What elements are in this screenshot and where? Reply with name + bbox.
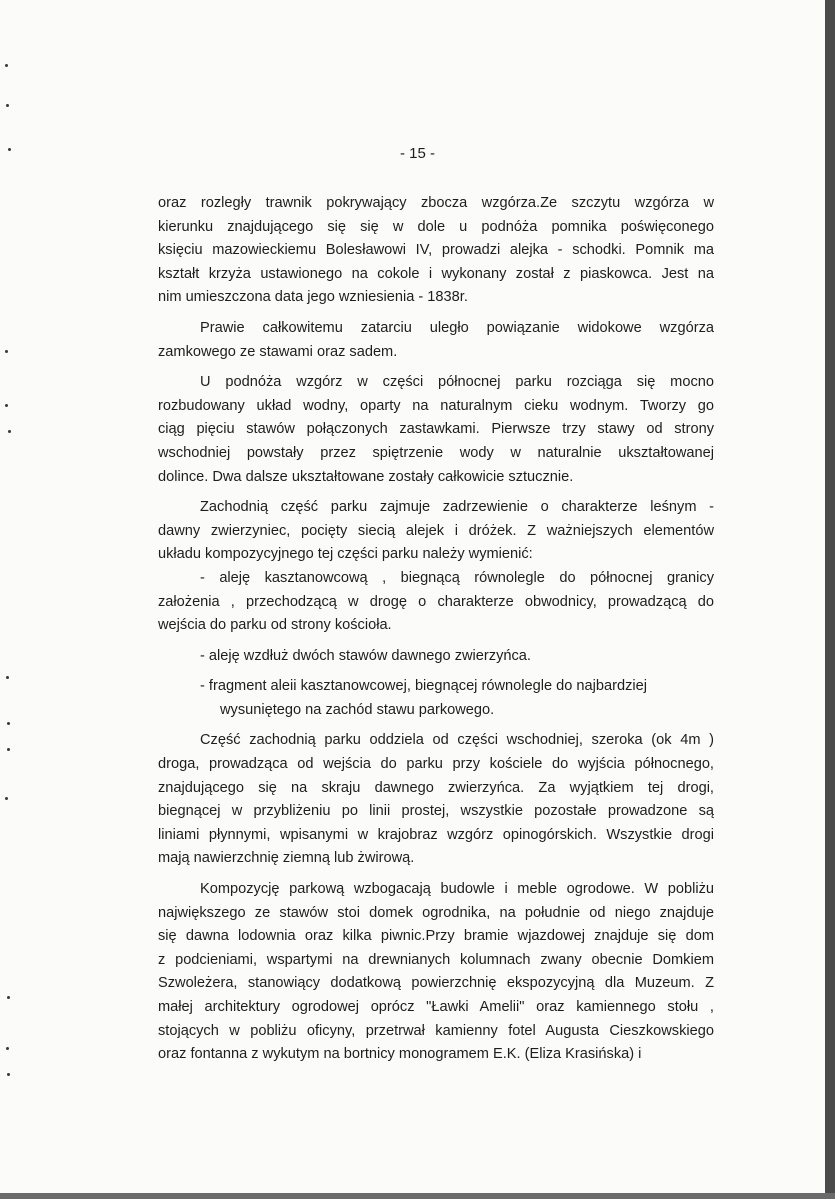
- text-line: zamkowego ze stawami oraz sadem.: [158, 343, 398, 360]
- scan-speck: [8, 430, 11, 433]
- scan-speck: [6, 1047, 9, 1050]
- text-line: stojących w pobliżu oficyny, przetrwał kamienny fotel Augusta Cieszkowskiego: [158, 1022, 714, 1039]
- text-line: ciąg pięciu stawów połączonych zastawkami. Pierwsze trzy stawy od strony: [158, 421, 714, 438]
- text-line: największego ze stawów stoi domek ogrodnika, na południe od niego znajduje: [158, 904, 714, 921]
- text-line: kształt krzyża ustawionego na cokole i wykonany został z piaskowca. Jest na: [158, 265, 714, 282]
- text-line: małej architektury ogrodowej oprócz "Ławki Amelii" oraz kamiennego stołu ,: [158, 999, 714, 1015]
- scan-speck: [5, 64, 8, 67]
- text-line: księciu mazowieckiemu Bolesławowi IV, prowadzi alejka - schodki. Pomnik ma: [158, 242, 714, 259]
- text-line: z podcieniami, wspartymi na drewnianych kolumnach zwany obecnie Domkiem: [158, 951, 714, 968]
- text-line: się dawna lodownia oraz kilka piwnic.Przy bramie wjazdowej znajduje się dom: [158, 928, 714, 945]
- scan-speck: [6, 104, 9, 107]
- list-item: - aleję wzdłuż dwóch stawów dawnego zwierzyńca.: [200, 647, 531, 664]
- scan-speck: [7, 1073, 10, 1076]
- text-line: droga, prowadząca od wejścia do parku przy kościele do wyjścia północnego,: [158, 756, 714, 773]
- text-line: wysuniętego na zachód stawu parkowego.: [220, 701, 495, 718]
- text-line: oraz rozległy trawnik pokrywający zbocza wzgórza.Ze szczytu wzgórza w: [158, 195, 714, 211]
- text-line: dolince. Dwa dalsze ukształtowane zostały całkowicie sztucznie.: [158, 468, 574, 485]
- scan-speck: [7, 996, 10, 999]
- page-number: - 15 -: [399, 145, 435, 162]
- text-line: biegnącej w przybliżeniu po linii prostej, wszystkie pozostałe prowadzone są: [158, 803, 714, 820]
- text-line: dawny zwierzyniec, pocięty siecią alejek i dróżek. Z ważniejszych elementów: [158, 522, 714, 539]
- text-line: kierunku znajdującego się się w dole u podnóża pomnika poświęconego: [158, 218, 714, 235]
- text-line: Zachodnią część parku zajmuje zadrzewienie o charakterze leśnym -: [200, 499, 714, 516]
- text-line: liniami płynnymi, wpisanymi w krajobraz wzgórz opinogórskich. Wszystkie drogi: [158, 826, 714, 843]
- scan-speck: [6, 676, 9, 679]
- text-line: Prawie całkowitemu zatarciu uległo powiązanie widokowe wzgórza: [200, 319, 714, 336]
- scan-bottom-edge: [0, 1193, 835, 1199]
- text-line: układu kompozycyjnego tej części parku należy wymienić:: [158, 546, 533, 563]
- list-item: - fragment aleii kasztanowcowej, biegnącej równolegle do najbardziej: [200, 678, 647, 695]
- text-line: - aleję kasztanowcową , biegnącą równolegle do północnej granicy: [200, 569, 714, 586]
- text-line: nim umieszczona data jego wzniesienia - 1838r.: [158, 289, 468, 306]
- scan-speck: [5, 797, 8, 800]
- text-line: założenia , przechodzącą w drogę o charakterze obwodnicy, prowadzącą do: [158, 593, 714, 610]
- scan-edge-shadow: [825, 0, 835, 1199]
- scan-speck: [7, 748, 10, 751]
- text-line: Część zachodnią parku oddziela od części wschodniej, szeroka (ok 4m ): [200, 732, 714, 749]
- scan-speck: [5, 404, 8, 407]
- text-line: oraz fontanna z wykutym na bortnicy monogramem E.K. (Eliza Krasińska) i: [158, 1046, 642, 1063]
- text-line: znajdującego się na skraju dawnego zwierzyńca. Za wyjątkiem tej drogi,: [158, 779, 714, 796]
- text-line: Szwoleżera, stanowiący dodatkową powierzchnię ekspozycyjną dla Muzeum. Z: [158, 975, 714, 992]
- text-line: U podnóża wzgórz w części północnej parku rozciąga się mocno: [200, 374, 714, 391]
- scan-speck: [5, 350, 8, 353]
- text-line: rozbudowany układ wodny, oparty na naturalnym cieku wodnym. Tworzy go: [158, 397, 714, 414]
- text-line: mają nawierzchnię ziemną lub żwirową.: [158, 850, 415, 867]
- text-line: wschodniej powstały przez spiętrzenie wody w naturalnie ukształtowanej: [158, 444, 714, 461]
- text-line: wejścia do parku od strony kościoła.: [158, 617, 392, 634]
- text-line: Kompozycję parkową wzbogacają budowle i meble ogrodowe. W pobliżu: [200, 881, 714, 898]
- scan-speck: [7, 722, 10, 725]
- body-text: [158, 192, 714, 1067]
